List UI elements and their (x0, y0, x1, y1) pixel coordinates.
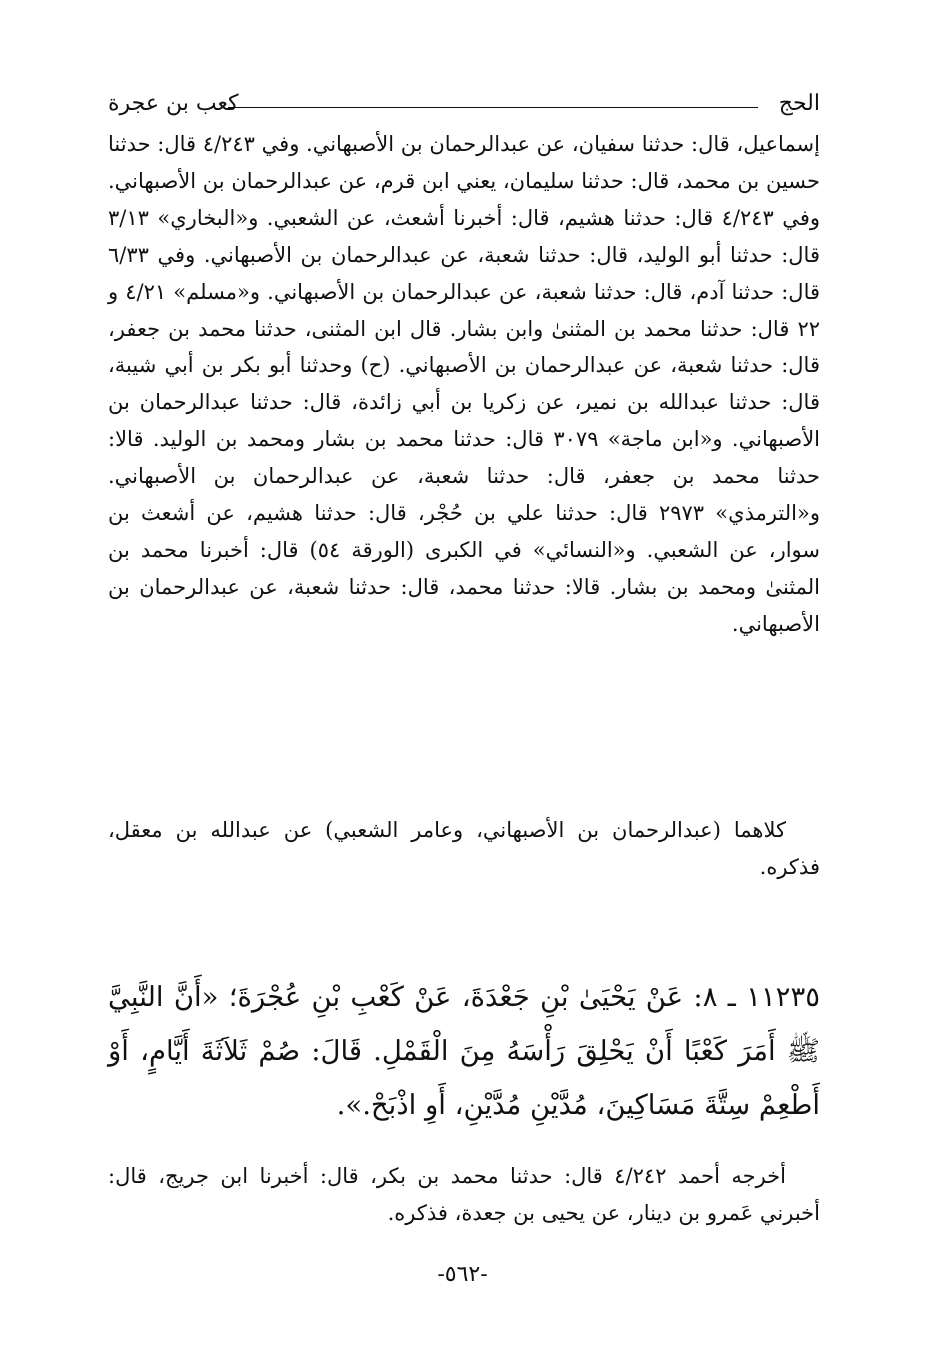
takhrij-paragraph: أخرجه أحمد ٤/٢٤٢ قال: حدثنا محمد بن بكر، قال: أخبرنا ابن جريج، قال: أخبرني عَمرو بن دينار، عن يحيى بن جعدة، فذكره. (108, 1164, 820, 1225)
header-section-title: الحج (778, 91, 820, 116)
page-number: -٥٦٢- (437, 1262, 488, 1287)
header-companion-name: كعب بن عجرة (108, 91, 239, 116)
narrators-paragraph: كلاهما (عبدالرحمان بن الأصبهاني، وعامر الشعبي) عن عبدالله بن معقل، فذكره. (108, 818, 820, 879)
sources-paragraph: إسماعيل، قال: حدثنا سفيان، عن عبدالرحمان بن الأصبهاني. وفي ٤/٢٤٣ قال: حدثنا حسين بن محمد، قال: حدثنا سليمان، يعني ابن قرم، عن عبدالرحمان بن الأصبهاني. وفي ٤/٢٤٣ قال: حدثنا هشيم، قال: أخبرنا أشعث، عن الشعبي. و«البخاري» ٣/١٣ قال: حدثنا أبو الوليد، قال: حدثنا شعبة، عن عبدالرحمان بن الأصبهاني. وفي ٦/٣٣ قال: حدثنا آدم، قال: حدثنا شعبة، عن عبدالرحمان بن الأصبهاني. و«مسلم» ٤/٢١ و ٢٢ قال: حدثنا محمد بن المثنىٰ وابن بشار. قال ابن المثنى، حدثنا محمد بن جعفر، قال: حدثنا شعبة، عن عبدالرحمان بن الأصبهاني. (ح) وحدثنا أبو بكر بن أبي شيبة، قال: حدثنا عبدالله بن نمير، عن زكريا بن أبي زائدة، قال: حدثنا عبدالرحمان بن الأصبهاني. و«ابن ماجة» ٣٠٧٩ قال: حدثنا محمد بن بشار ومحمد بن الوليد. قالا: حدثنا محمد بن جعفر، قال: حدثنا شعبة، عن عبدالرحمان بن الأصبهاني. و«الترمذي» ٢٩٧٣ قال: حدثنا علي بن حُجْر، قال: حدثنا هشيم، عن أشعث بن سوار، عن الشعبي. و«النسائي» في الكبرى (الورقة ٥٤) قال: أخبرنا محمد بن المثنىٰ ومحمد بن بشار. قالا: حدثنا محمد، قال: حدثنا شعبة، عن عبدالرحمان بن الأصبهاني. (108, 132, 821, 636)
running-header (108, 85, 820, 125)
hadith-text: ١١٢٣٥ ـ ٨: عَنْ يَحْيَىٰ بْنِ جَعْدَةَ، عَنْ كَعْبِ بْنِ عُجْرَةَ؛ «أَنَّ النَّبِيَّ ﷺ أَمَرَ كَعْبًا أَنْ يَحْلِقَ رَأْسَهُ مِنَ الْقَمْلِ. قَالَ: صُمْ ثَلاَثَةَ أَيَّامٍ، أَوْ أَطْعِمْ سِتَّةَ مَسَاكِينَ، مُدَّيْنِ مُدَّيْنِ، أَوِ اذْبَحْ.». (108, 981, 820, 1121)
header-rule (228, 107, 758, 108)
